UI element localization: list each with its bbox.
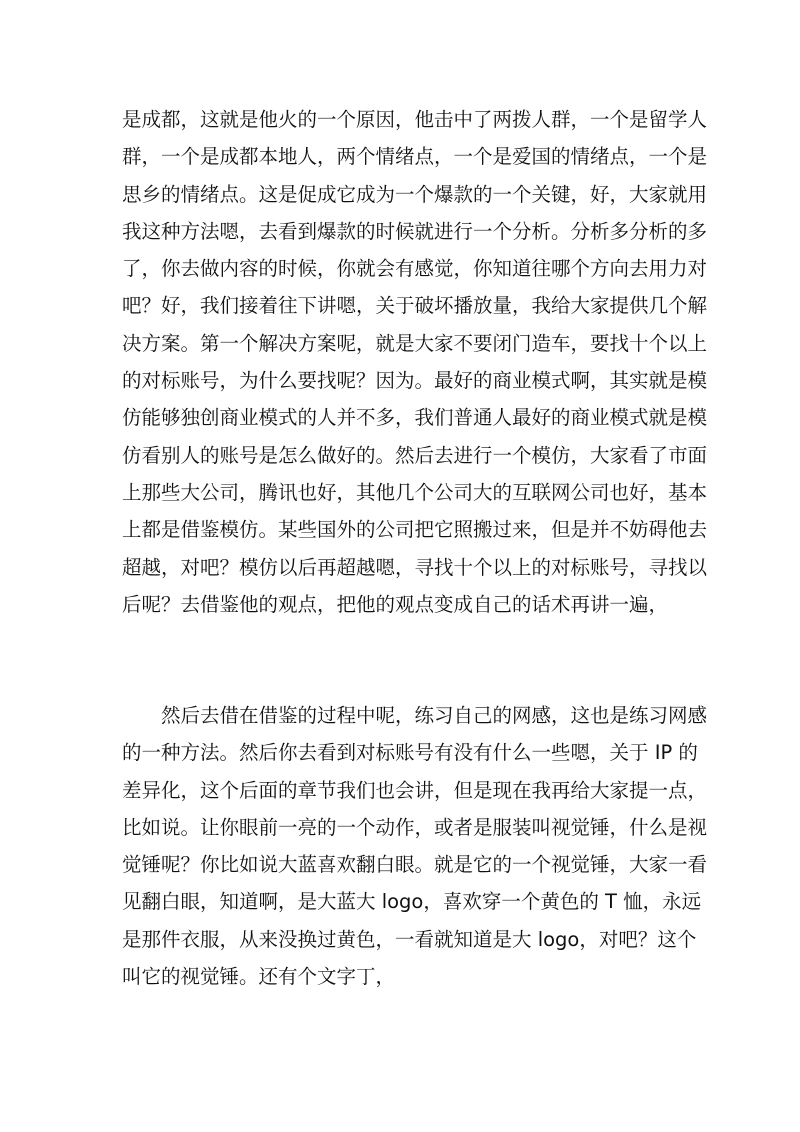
text-line: 仿能够独创商业模式的人并不多，我们普通人最好的商业模式就是模: [122, 406, 708, 430]
text-line: 后呢？去借鉴他的观点，把他的观点变成自己的话术再讲一遍，: [122, 592, 669, 616]
text-line: 吧？好，我们接着往下讲嗯，关于破坏播放量，我给大家提供几个解: [122, 294, 708, 318]
text-line: 超越，对吧？模仿以后再超越嗯，寻找十个以上的对标账号，寻找以: [122, 555, 708, 579]
text-line: 是那件衣服，从来没换过黄色，一看就知道是大 logo，对吧？这个: [122, 927, 697, 951]
text-line: 了，你去做内容的时候，你就会有感觉，你知道往哪个方向去用力对: [122, 257, 708, 281]
text-line: 的一种方法。然后你去看到对标账号有没有什么一些嗯，关于 IP 的: [122, 741, 698, 765]
text-line: 叫它的视觉锤。还有个文字丁，: [122, 965, 396, 989]
text-line: 见翻白眼，知道啊，是大蓝大 logo，喜欢穿一个黄色的 T 恤，永远: [122, 890, 702, 914]
text-line: 是成都，这就是他火的一个原因，他击中了两拨人群，一个是留学人: [122, 108, 708, 131]
text-line: 决方案。第一个解决方案呢，就是大家不要闭门造车，要找十个以上: [122, 331, 708, 355]
text-line: 觉锤呢？你比如说大蓝喜欢翻白眼。就是它的一个视觉锤，大家一看: [122, 853, 708, 877]
text-line: 比如说。让你眼前一亮的一个动作，或者是服装叫视觉锤，什么是视: [122, 815, 708, 839]
text-line: 差异化，这个后面的章节我们也会讲，但是现在我再给大家提一点，: [122, 778, 708, 802]
text-line: 思乡的情绪点。这是促成它成为一个爆款的一个关键，好，大家就用: [122, 182, 708, 206]
text-line: 的对标账号，为什么要找呢？因为。最好的商业模式啊，其实就是模: [122, 369, 708, 393]
text-line: 上那些大公司，腾讯也好，其他几个公司大的互联网公司也好，基本: [122, 480, 708, 504]
text-line: 群，一个是成都本地人，两个情绪点，一个是爱国的情绪点，一个是: [122, 145, 708, 169]
text-line: 然后去借在借鉴的过程中呢，练习自己的网感，这也是练习网感: [161, 704, 708, 727]
text-line: 仿看别人的账号是怎么做好的。然后去进行一个模仿，大家看了市面: [122, 443, 708, 467]
text-line: 上都是借鉴模仿。某些国外的公司把它照搬过来，但是并不妨碍他去: [122, 518, 708, 542]
text-line: 我这种方法嗯，去看到爆款的时候就进行一个分析。分析多分析的多: [122, 219, 708, 243]
paragraph-2: [122, 697, 708, 995]
paragraph-1: [122, 101, 708, 623]
